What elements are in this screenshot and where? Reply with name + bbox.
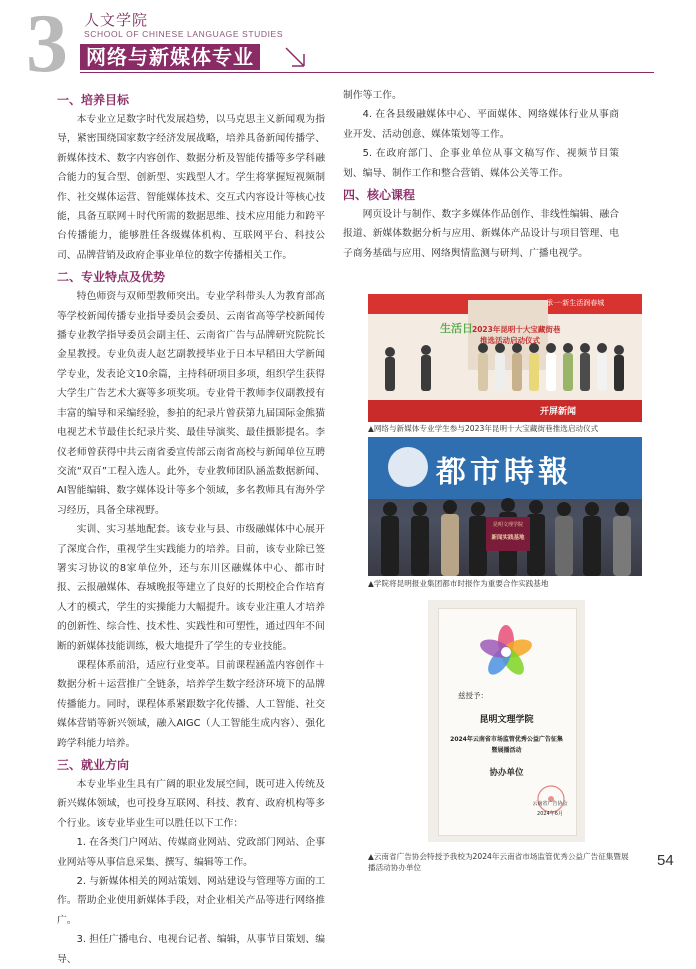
- plaque-line1: 昆明文理学院: [492, 522, 523, 528]
- banner-subtitle: 推选活动启动仪式: [480, 336, 540, 345]
- section-heading: 四、核心课程: [343, 188, 416, 203]
- paragraph: 实训、实习基地配套。该专业与县、市级融媒体中心展开了深度合作，重视学生实践能力的培养。目前，该专业除已签署实习协议的8家单位外，还与东川区融媒体中心、都市时报、云报融媒体、春城晚报等建立了良好的长期校企合作培育人才的模式，学生的实操能力大幅提升。该专业注重人才培养的创新性、综合性、技术性、实践性和可塑性，通过四年不间断的新媒体技能训练，极大地提升了学生的专业技能。: [57, 524, 325, 652]
- major-title: 网络与新媒体专业: [80, 44, 260, 70]
- list-item: 3. 担任广播电台、电视台记者、编辑，从事节目策划、编导、: [57, 934, 325, 965]
- cert-activity-line2: 暨展播活动: [491, 747, 522, 754]
- paragraph: 网页设计与制作、数字多媒体作品创作、非线性编辑、融合报道、新媒体数据分析与应用、新媒体产品设计与项目管理、电子商务基础与应用、网络舆情监测与研判、广播电视学。: [343, 209, 619, 259]
- slash-decoration-icon: [284, 46, 306, 68]
- photo-caption: ▲学院将昆明报业集团都市时报作为重要合作实践基地: [368, 579, 549, 588]
- photo-caption: ▲网络与新媒体专业学生参与2023年昆明十大宝藏街巷推选启动仪式: [368, 424, 599, 433]
- paragraph: 本专业立足数字时代发展趋势，以马克思主义新闻观为指导，紧密围绕国家数字经济发展战略，培养具备新闻传播学、新媒体技术、数字内容创作、数据分析及智能传播等多学科融合能力的复合型、创新型、实践型人才。学生将掌握短视频制作、社交媒体运营、智能媒体技术、交互式内容设计等核心技能，具备互联网＋时代所需的数据思维、技术应用能力和跨平台传播能力，能够胜任各级媒体机构、互联网平台、科技公司、品牌营销及政府企事业单位的数字传播相关工作。: [57, 114, 325, 261]
- cert-date: 2024年6月: [537, 811, 563, 817]
- left-column: [57, 88, 325, 969]
- list-item: 4. 在各县级融媒体中心、平面媒体、网络媒体行业从事商业开发、活动创意、媒体策划等工作。: [343, 109, 619, 140]
- ceremony-photo: [368, 294, 642, 422]
- banner-title: 2023年昆明十大宝藏街巷: [472, 325, 561, 334]
- flower-logo-icon: [478, 624, 534, 680]
- banner-top-right: 承一·新生活润春城: [546, 299, 605, 307]
- header-divider: [80, 72, 654, 73]
- paragraph: 课程体系前沿，适应行业变革。目前课程涵盖内容创作＋数据分析＋运营推广全链条，培养学生数字经济环境下的品牌传播能力。同时，课程体系紧跟数字化传播、人工智能、社交媒体营销等新兴领域，融入AIGC（人工智能生成内容）、强化跨学科能力培养。: [57, 659, 325, 749]
- chapter-number: 3: [26, 0, 68, 90]
- paragraph: 特色师资与双师型教师突出。专业学科带头人为教育部高等学校新闻传播专业指导委员会委员、云南省高等学校新闻传播专业教学指导委员会副主任、云南省广告与品牌研究院院长金星教授。专业负责人赵艺副教授毕业于日本早稻田大学新闻学专业，发表论文10余篇，主持科研项目多项，组织学生获得大学生广告艺术大赛等多项奖项。专业骨干教师李仪副教授有丰富的编导和采编经验，参拍的纪录片曾获第九届国际金熊猫电视艺术节最佳长纪录片奖、最佳导演奖、最佳摄影提名。李仪老师曾获得中共云南省委宣传部云南省高校与新闻单位互聘交流“双百”工程入选人。此外，专业教师团队涵盖数据新闻、AI智能编辑、数字媒体设计等多个领域，多名教师具有海外学习经历，具备全球视野。: [57, 291, 325, 516]
- newspaper-sign: 都市時報: [436, 455, 572, 490]
- list-item: 5. 在政府部门、企事业单位从事文稿写作、视频节目策划、编导、制作工作和整合营销、媒体公关等工作。: [343, 148, 619, 179]
- cert-awarded-to: 兹授予：: [458, 691, 488, 700]
- photo-caption: ▲云南省广告协会特授予我校为2024年云南省市场监管优秀公益广告征集暨展播活动协办单位: [368, 852, 629, 872]
- paragraph: 本专业毕业生具有广阔的职业发展空间，既可进入传统及新兴媒体领域，也可投身互联网、科技、教育、政府机构等多个行业。该专业毕业生可以胜任以下工作：: [57, 779, 325, 829]
- cert-activity-line1: 2024年云南省市场监管优秀公益广告征集: [450, 736, 563, 743]
- newspaper-base-photo: [368, 437, 642, 576]
- cert-role: 协办单位: [489, 768, 524, 778]
- footer-logo: 开屏新闻: [540, 407, 577, 417]
- school-name-cn: 人文学院: [84, 11, 149, 29]
- list-item: 1. 在各类门户网站、传媒商业网站、党政部门网站、企事业网站等从事信息采集、撰写、编辑等工作。: [57, 837, 325, 868]
- section-heading: 三、就业方向: [57, 758, 130, 772]
- plaque-line2: 新闻实践基地: [491, 535, 525, 541]
- list-item: 2. 与新媒体相关的网站策划、网站建设与管理等方面的工作。帮助企业使用新媒体手段，对企业相关产品等进行网络推广。: [57, 876, 325, 926]
- school-name-en: SCHOOL OF CHINESE LANGUAGE STUDIES: [84, 29, 284, 39]
- page-number: 54: [657, 852, 674, 869]
- banner-left-text: 生活日: [440, 322, 473, 335]
- cert-org: 昆明文理学院: [479, 715, 534, 725]
- certificate-photo: [428, 600, 585, 842]
- cert-seal-text: 云南省广告协会: [532, 801, 568, 807]
- section-heading: 一、培养目标: [57, 93, 130, 107]
- right-column: [343, 86, 619, 263]
- paragraph-continued: 制作等工作。: [343, 90, 402, 101]
- section-heading: 二、专业特点及优势: [57, 270, 166, 285]
